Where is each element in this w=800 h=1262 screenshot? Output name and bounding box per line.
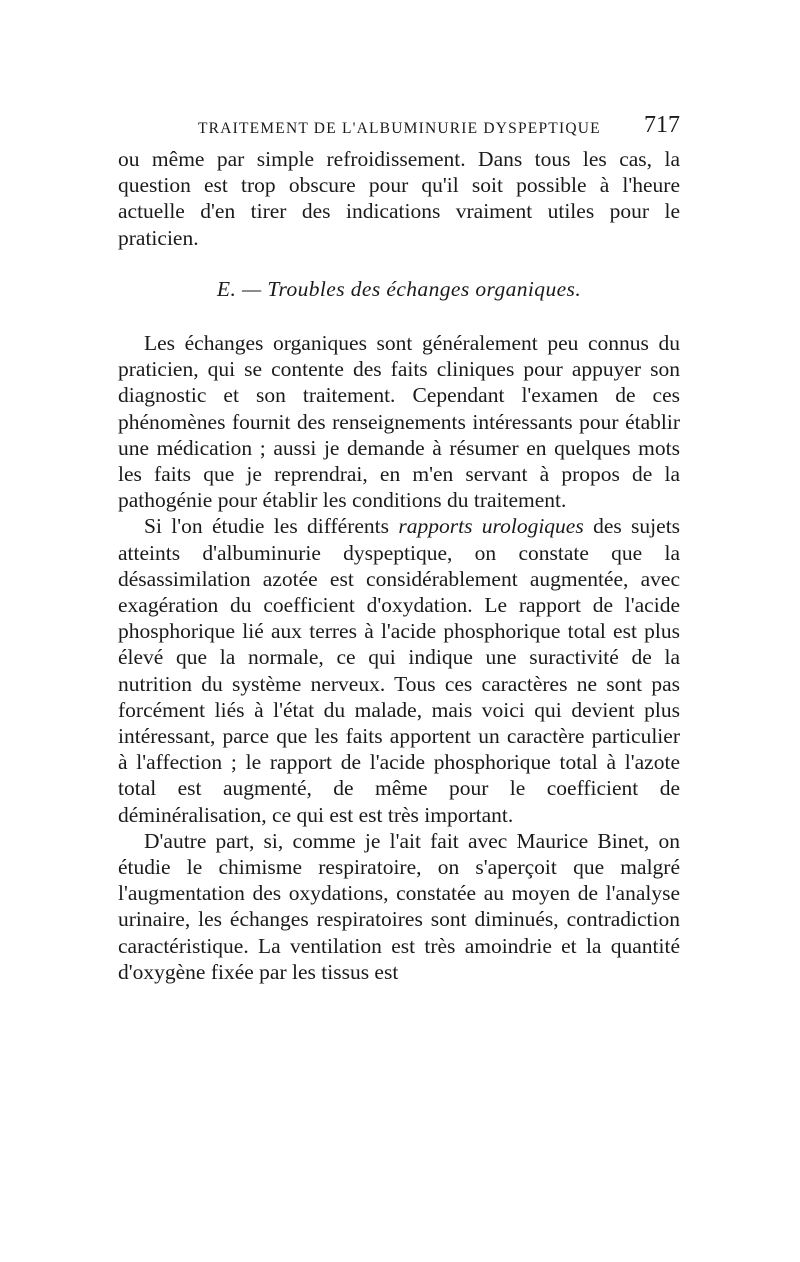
running-header: [118, 112, 680, 146]
paragraph-urology-italic: rapports urologiques: [398, 514, 584, 539]
section-heading: [118, 276, 680, 302]
paragraph-urology-start: Si l'on étudie les différents: [144, 514, 390, 539]
page-number: 717: [644, 112, 680, 138]
section-title: Troubles des échanges organiques.: [267, 276, 582, 301]
running-title: TRAITEMENT DE L'ALBUMINURIE DYSPEPTIQUE: [198, 120, 601, 137]
paragraph-continuation: ou même par simple refroidissement. Dans tous les cas, la question est trop obscure pour qu'il soit possible à l'heure actuelle d'en tirer des indications vraiment utiles pour le praticien.: [118, 147, 680, 250]
paragraph-respiratory: D'autre part, si, comme je l'ait fait avec Maurice Binet, on étudie le chimisme respiratoire, on s'aperçoit que malgré l'augmentation des oxydations, constatée au moyen de l'analyse urinaire, les échanges respiratoires sont diminués, contradiction caractéristique. La ventilation est très amoindrie et la quantité d'oxygène fixée par les tissus est: [118, 828, 680, 984]
paragraph-urology-rest: des sujets atteints d'albuminurie dyspeptique, on constate que la désassimilation azotée est considérablement augmentée, avec exagération du coefficient d'oxydation. Le rapport de l'acide phosphorique lié aux terres à l'acide phosphorique total est plus élevé que la normale, ce qui indique une suractivité de la nutrition du système nerveux. Tous ces caractères ne sont pas forcément liés à l'état du malade, mais voici qui devient plus intéressant, parce que les faits apportent un caractère particulier à l'affection ; le rapport de l'acide phosphorique total à l'azote total est augmenté, de même pour le coefficient de déminéralisation, ce qui est est très important.: [118, 514, 681, 827]
paragraph-exchanges: Les échanges organiques sont généralement peu connus du praticien, qui se contente des faits cliniques pour appuyer son diagnostic et son traitement. Cependant l'examen de ces phénomènes fournit des renseignements intéressants pour établir une médication ; aussi je demande à résumer en quelques mots les faits que je reprendrai, en m'en servant à propos de la pathogénie pour établir les conditions du traitement.: [118, 331, 680, 513]
book-page: [118, 112, 680, 985]
section-letter: E.: [216, 276, 237, 301]
section-dash: —: [242, 276, 262, 301]
paragraph-urology: [118, 513, 680, 827]
body-text: [118, 146, 680, 985]
